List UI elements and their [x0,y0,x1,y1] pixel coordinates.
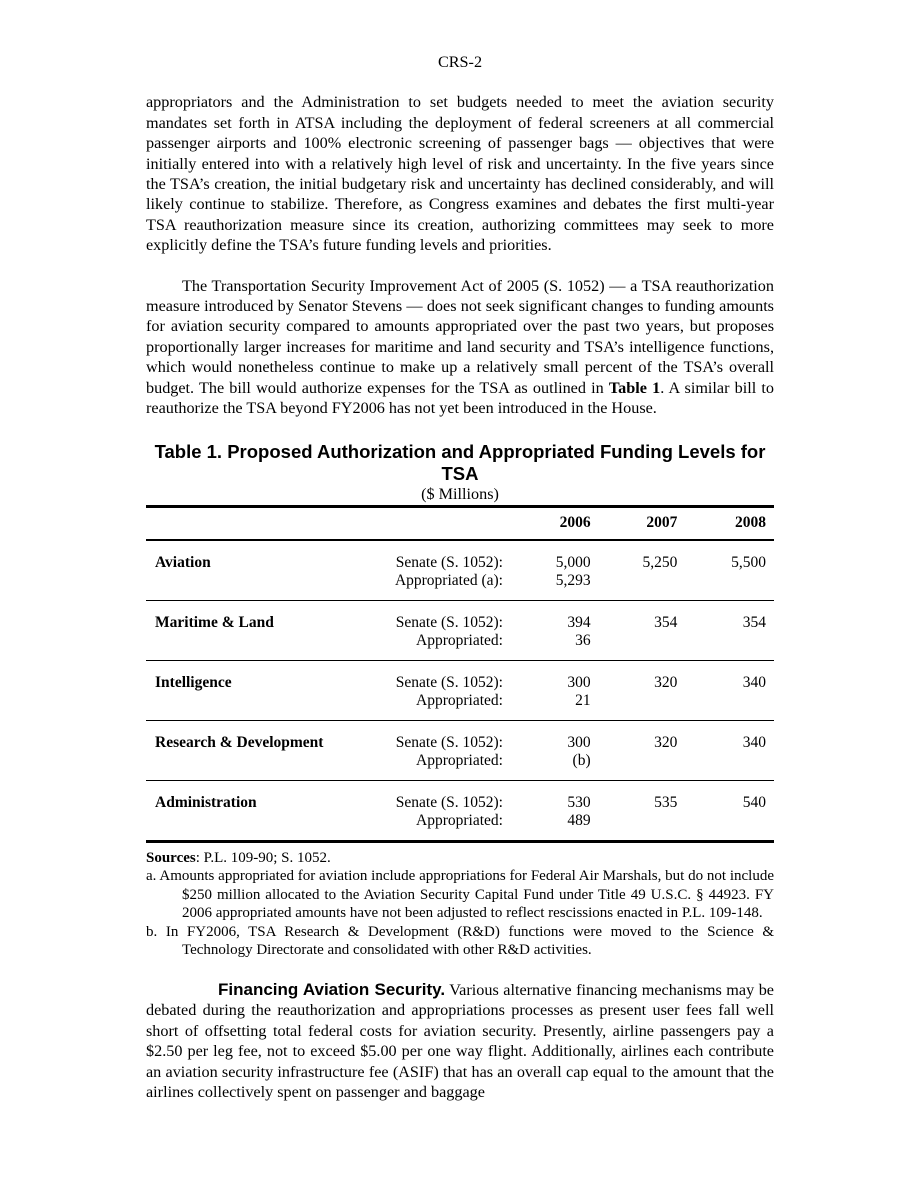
senate-label: Senate (S. 1052): [395,673,503,691]
appropriated-label: Appropriated (a): [394,572,503,589]
value-cell-2007: 320 [591,660,678,720]
senate-value: 5,000 [555,553,591,571]
appropriated-value: (b) [572,752,591,769]
senate-label: Senate (S. 1052): [395,613,503,631]
senate-value: 300 [567,673,591,691]
appropriated-value: 36 [575,632,591,649]
value-cell-2006 [503,660,591,720]
appropriated-label: Appropriated: [416,692,503,709]
year-header: 2007 [591,506,678,540]
senate-label: Senate (S. 1052): [395,553,503,571]
senate-value: 394 [567,613,591,631]
category-cell: Maritime & Land [146,600,367,660]
value-cell-2007: 320 [591,720,678,780]
sources-text: : P.L. 109-90; S. 1052. [195,849,331,866]
footnote-a: a. Amounts appropriated for aviation include appropriations for Federal Air Marshals, but do not include $250 million allocated to the Aviation Security Capital Fund under Title 49 U.S.C. § 44923. FY 2006 appropriated amounts have not been adjusted to reflect rescissions enacted in P.L. 109-148. [146,868,774,922]
appropriated-label: Appropriated: [416,632,503,649]
appropriated-label: Appropriated: [416,812,503,829]
table-row [146,540,774,601]
value-cell-2008: 354 [677,600,774,660]
value-cell-2006 [503,780,591,841]
value-cell-2007: 354 [591,600,678,660]
category-cell: Aviation [146,540,367,601]
table-row [146,780,774,841]
table-row [146,660,774,720]
table-notes [146,849,774,961]
appropriated-label: Appropriated: [416,752,503,769]
header-blank-label [367,506,503,540]
value-cell-2006 [503,600,591,660]
footnote-b: b. In FY2006, TSA Research & Development (R&D) functions were moved to the Science & Technology Directorate and consolidated with other R&D activities. [146,923,774,959]
label-cell [367,780,503,841]
year-header: 2008 [677,506,774,540]
paragraph-2-text: The Transportation Security Improvement Act of 2005 (S. 1052) — a TSA reauthorization measure introduced by Senator Stevens — does not seek significant changes to funding amounts for aviation security compared to amounts appropriated over the past two years, but proposes proportionally larger increases for maritime and land security and TSA’s intelligence functions, which would nonetheless continue to make up a relatively small percent of the TSA’s overall budget. The bill would authorize expenses for the TSA as outlined in [146,276,774,397]
appropriated-value: 489 [567,812,591,829]
appropriated-value: 21 [575,692,591,709]
document-page [146,52,774,1103]
value-cell-2008: 540 [677,780,774,841]
senate-label: Senate (S. 1052): [395,733,503,751]
table-title: Table 1. Proposed Authorization and Appropriated Funding Levels for TSA [154,440,766,484]
funding-table [146,505,774,843]
appropriated-value: 5,293 [555,572,591,589]
category-cell: Research & Development [146,720,367,780]
senate-label: Senate (S. 1052): [395,793,503,811]
section-heading: Financing Aviation Security. [218,980,446,1000]
category-cell: Intelligence [146,660,367,720]
year-header: 2006 [503,506,591,540]
value-cell-2008: 5,500 [677,540,774,601]
label-cell [367,660,503,720]
sources-note [146,849,774,868]
value-cell-2007: 535 [591,780,678,841]
value-cell-2008: 340 [677,660,774,720]
table-row [146,600,774,660]
value-cell-2007: 5,250 [591,540,678,601]
sources-label: Sources [146,849,196,866]
table-reference: Table 1 [608,378,661,397]
page-header: CRS-2 [437,53,483,71]
value-cell-2006 [503,720,591,780]
paragraph-1: appropriators and the Administration to set budgets needed to meet the aviation security mandates set forth in ATSA including the deployment of federal screeners at all commercial passenger airports and 100% electronic screening of passenger bags — objectives that were initially entered into with a relatively high level of risk and uncertainty. In the five years since the TSA’s creation, the initial budgetary risk and uncertainty has declined considerably, and will likely continue to stabilize. Therefore, as Congress examines and debates the first multi-year TSA reauthorization measure since its creation, authorizing committees may seek to more explicitly define the TSA’s future funding levels and priorities. [146,93,774,255]
senate-value: 530 [567,793,591,811]
table-header-row [146,506,774,540]
value-cell-2006 [503,540,591,601]
paragraph-2-tail: . A similar bill to reauthorize the TSA beyond FY2006 has not yet been introduced in the House. [146,378,774,418]
header-blank-category [146,506,367,540]
table-subtitle: ($ Millions) [421,484,499,503]
label-cell [367,540,503,601]
category-cell: Administration [146,780,367,841]
label-cell [367,600,503,660]
financing-paragraph [146,980,774,1102]
label-cell [367,720,503,780]
table-row [146,720,774,780]
value-cell-2008: 340 [677,720,774,780]
senate-value: 300 [567,733,591,751]
paragraph-2 [146,276,774,419]
section-text: Various alternative financing mechanisms may be debated during the reauthorization and appropriations processes as present user fees fall well short of offsetting total federal costs for aviation security. Presently, airline passengers pay a $2.50 per leg fee, not to exceed $5.00 per one way flight. Additionally, airlines each contribute an aviation security infrastructure fee (ASIF) that has an overall cap equal to the amount that the airlines collectively spent on passenger and baggage [146,981,774,1102]
